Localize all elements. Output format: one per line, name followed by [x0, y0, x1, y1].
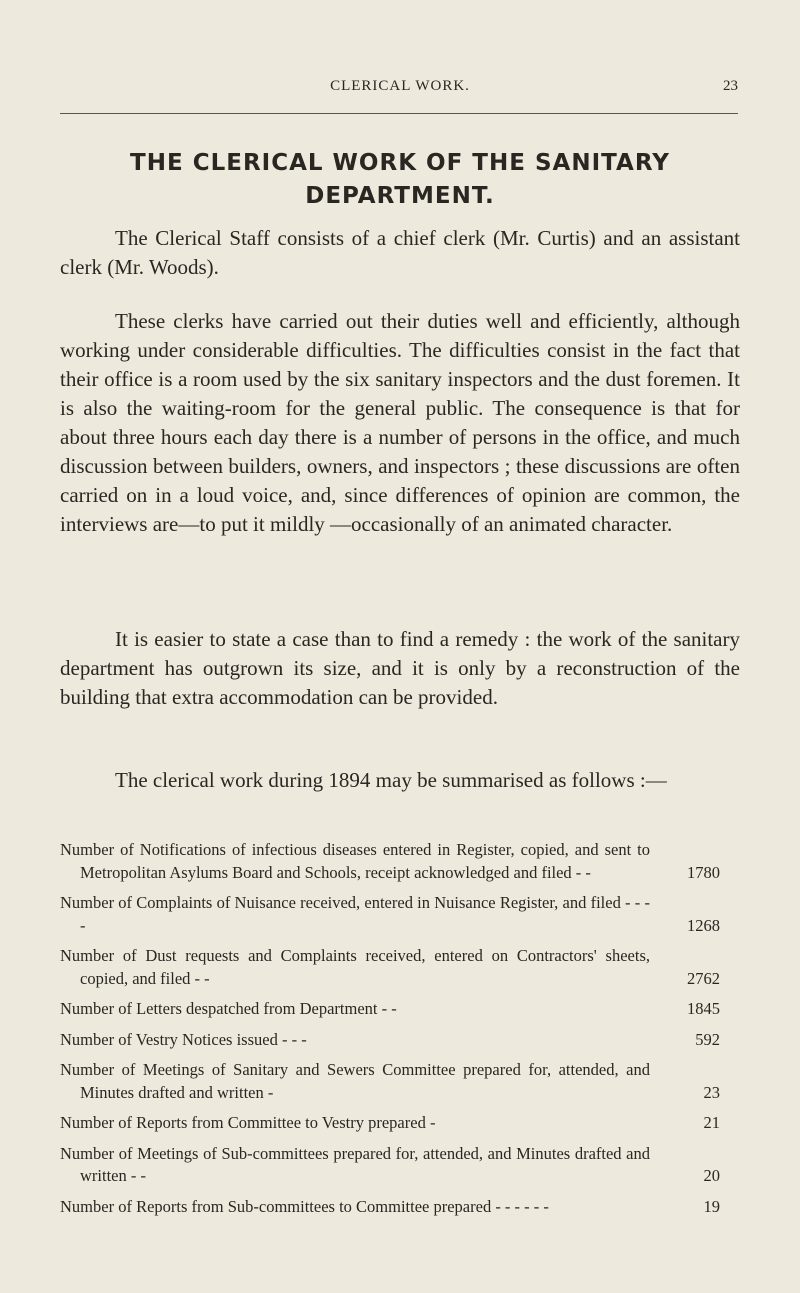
summary-label: Number of Notifications of infectious diseases entered in Register, copied, and sent to Metropolitan Asylums Board and Schools, receipt acknowledged and filed - -: [60, 840, 650, 882]
summary-row: [60, 1112, 720, 1135]
running-head: CLERICAL WORK.: [330, 78, 470, 94]
summary-value: 20: [703, 1166, 720, 1185]
summary-row: [60, 1029, 720, 1052]
summary-label: Number of Letters despatched from Department - -: [60, 999, 397, 1018]
section-title: [60, 147, 740, 213]
summary-label: Number of Vestry Notices issued - - -: [60, 1029, 307, 1049]
summary-label: Number of Complaints of Nuisance received, entered in Nuisance Register, and filed - - - -: [60, 893, 650, 935]
summary-value: 2762: [687, 968, 720, 988]
summary-value: 1268: [687, 915, 720, 935]
page-number: 23: [723, 78, 738, 94]
summary-value: 19: [703, 1196, 720, 1216]
summary-row: [60, 892, 720, 937]
summary-value: 1780: [687, 862, 720, 882]
summary-row: [60, 1143, 720, 1188]
paragraph-summary-intro: The clerical work during 1894 may be summarised as follows :—: [115, 768, 667, 792]
summary-label: Number of Dust requests and Complaints received, entered on Contractors' sheets, copied, and filed - -: [60, 946, 650, 988]
summary-row: [60, 1059, 720, 1104]
summary-row: [60, 1196, 720, 1219]
summary-row: [60, 839, 720, 884]
summary-label: Number of Reports from Sub-committees to Committee prepared - - - - - -: [60, 1196, 549, 1216]
section-title-line-1: THE CLERICAL WORK OF THE SANITARY: [130, 150, 670, 176]
summary-label: Number of Meetings of Sub-committees prepared for, attended, and Minutes drafted and written - -: [60, 1143, 650, 1185]
header-rule: [60, 113, 738, 114]
summary-label: Number of Reports from Committee to Vestry prepared -: [60, 1113, 436, 1132]
summary-value: 592: [695, 1029, 720, 1049]
page-header: [60, 78, 740, 100]
paragraph-clerical-staff: The Clerical Staff consists of a chief clerk (Mr. Curtis) and an assistant clerk (Mr. Woods).: [60, 226, 740, 279]
summary-row: [60, 945, 720, 990]
paragraph-difficulties: These clerks have carried out their duties well and efficiently, although working under considerable difficulties. The difficulties consist in the fact that their office is a room used by the six sanitary inspectors and the dust foremen. It is also the waiting-room for the general public. The consequence is that for about three hours each day there is a number of persons in the office, and much discussion between builders, owners, and inspectors ; these discussions are often carried on in a loud voice, and, since differences of opinion are common, the interviews are—to put it mildly —occasionally of an animated character.: [60, 309, 740, 536]
summary-row: [60, 998, 720, 1021]
summary-value: 23: [703, 1082, 720, 1102]
summary-value: 21: [703, 1113, 720, 1132]
summary-label: Number of Meetings of Sanitary and Sewers Committee prepared for, attended, and Minutes drafted and written -: [60, 1060, 650, 1102]
summary-value: 1845: [687, 999, 720, 1018]
paragraph-remedy: It is easier to state a case than to find a remedy : the work of the sanitary department has outgrown its size, and it is only by a reconstruction of the building that extra accommodation can be provided.: [60, 627, 740, 709]
section-title-line-2: DEPARTMENT.: [305, 183, 495, 209]
summary-list: [60, 839, 720, 1226]
